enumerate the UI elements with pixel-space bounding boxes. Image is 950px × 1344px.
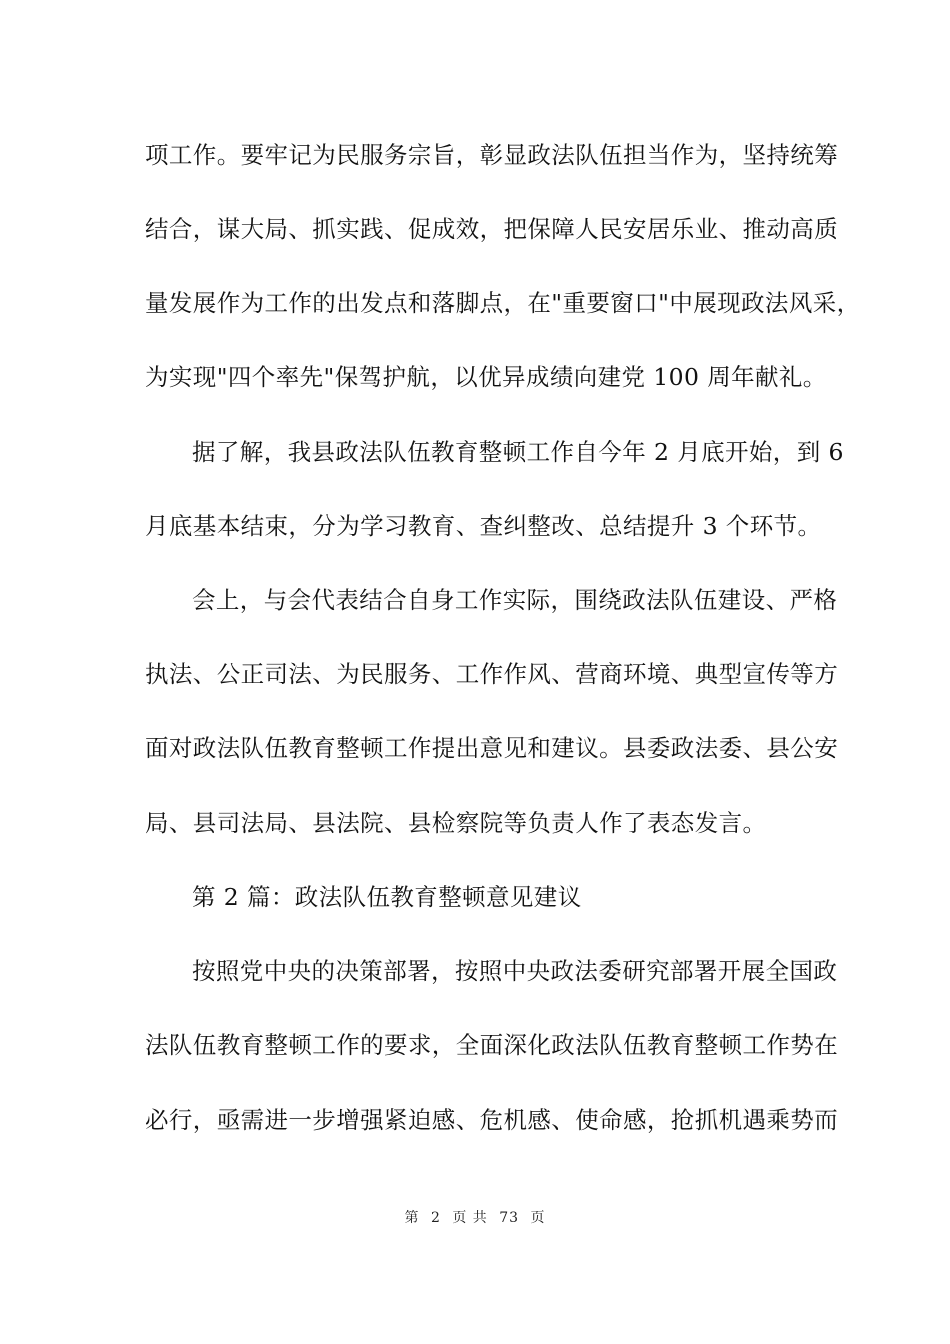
paragraph-start-line: 据了解，我县政法队伍教育整顿工作自今年 2 月底开始，到 6 (192, 438, 844, 466)
text-line: 量发展作为工作的出发点和落脚点，在"重要窗口"中展现政法风采， (145, 289, 861, 317)
section-heading: 第 2 篇：政法队伍教育整顿意见建议 (192, 883, 582, 911)
page-footer (0, 1208, 950, 1228)
footer-mid: 页 共 (452, 1210, 488, 1226)
text-line: 面对政法队伍教育整顿工作提出意见和建议。县委政法委、县公安 (145, 734, 839, 762)
total-pages: 73 (499, 1210, 520, 1226)
paragraph-start-line: 会上，与会代表结合自身工作实际，围绕政法队伍建设、严格 (192, 586, 838, 614)
page-number: 2 (430, 1210, 441, 1226)
footer-prefix: 第 (404, 1210, 420, 1226)
text-line: 执法、公正司法、为民服务、工作作风、营商环境、典型宣传等方 (145, 660, 839, 688)
text-line: 月底基本结束，分为学习教育、查纠整改、总结提升 3 个环节。 (145, 512, 822, 540)
text-line: 法队伍教育整顿工作的要求，全面深化政法队伍教育整顿工作势在 (145, 1031, 839, 1059)
text-line: 为实现"四个率先"保驾护航，以优异成绩向建党 100 周年献礼。 (145, 363, 827, 391)
footer-suffix: 页 (530, 1210, 546, 1226)
text-line: 项工作。要牢记为民服务宗旨，彰显政法队伍担当作为，坚持统筹 (145, 141, 839, 169)
text-line: 结合，谋大局、抓实践、促成效，把保障人民安居乐业、推动高质 (145, 215, 839, 243)
paragraph-start-line: 按照党中央的决策部署，按照中央政法委研究部署开展全国政 (192, 957, 838, 985)
text-line: 必行，亟需进一步增强紧迫感、危机感、使命感，抢抓机遇乘势而 (145, 1106, 839, 1134)
text-line: 局、县司法局、县法院、县检察院等负责人作了表态发言。 (145, 809, 767, 837)
